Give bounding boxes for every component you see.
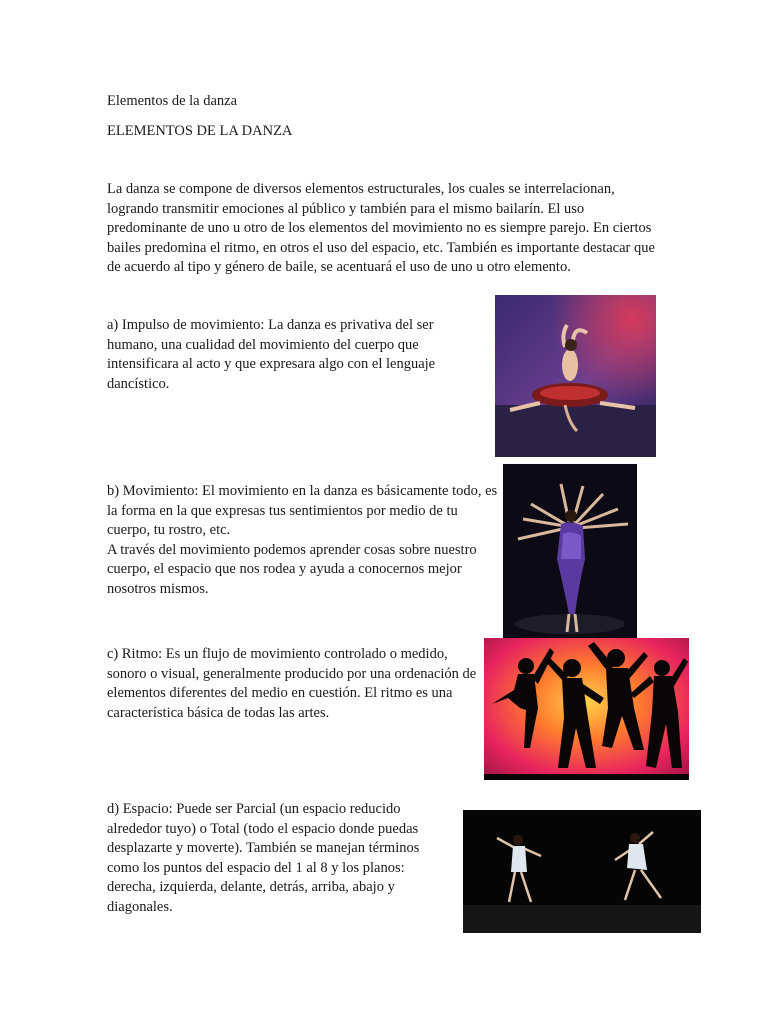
section-movimiento-text-1: b) Movimiento: El movimiento en la danza es básicamente todo, es la forma en la que expresas tus sentimientos por medio de tu cuerpo, tu rostro, etc. xyxy=(107,483,498,539)
ballet-dancer-photo xyxy=(495,295,656,457)
section-ritmo-text: c) Ritmo: Es un flujo de movimiento controlado o medido, sonoro o visual, generalmente producido por una ordenación de elementos diferentes del medio en cuestión. El ritmo es una característica básica de todas las artes. xyxy=(107,646,477,721)
section-movimiento-text-2: A través del movimiento podemos aprender cosas sobre nuestro cuerpo, el espacio que nos rodea y ayuda a conocernos mejor nosotros mismos. xyxy=(107,541,477,597)
section-impulso-text: a) Impulso de movimiento: La danza es privativa del ser humano, una cualidad del movimiento del cuerpo que intensificara al acto y que expresara algo con el lenguaje dancístico. xyxy=(107,317,436,392)
section-movimiento xyxy=(107,482,502,600)
dancer-silhouettes-photo xyxy=(484,638,689,780)
intro-paragraph: La danza se compone de diversos elementos estructurales, los cuales se interrelacionan, logrando transmitir emociones al público y también para el mismo bailarín. El uso predominante de uno u otro de los elementos del movimiento no es siempre parejo. En ciertos bailes predomina el ritmo, en otros el uso del espacio, etc. También es importante destacar que de acuerdo al tipo y género de baile, se acentuará el uso de uno u otro elemento. xyxy=(107,181,655,276)
document-heading: Elementos de la danza xyxy=(107,93,238,109)
section-ritmo xyxy=(107,645,482,723)
document-title: ELEMENTOS DE LA DANZA xyxy=(107,123,293,139)
section-impulso xyxy=(107,316,467,394)
two-dancers-stage-photo xyxy=(463,810,701,933)
dancer-many-arms-photo xyxy=(503,464,637,638)
section-espacio-text: d) Espacio: Puede ser Parcial (un espacio reducido alrededor tuyo) o Total (todo el espacio donde puedas desplazarte y moverte). También se manejan términos como los puntos del espacio del 1 al 8 y los planos: derecha, izquierda, delante, detrás, arriba, abajo y diagonales. xyxy=(107,801,420,915)
section-espacio xyxy=(107,800,447,918)
